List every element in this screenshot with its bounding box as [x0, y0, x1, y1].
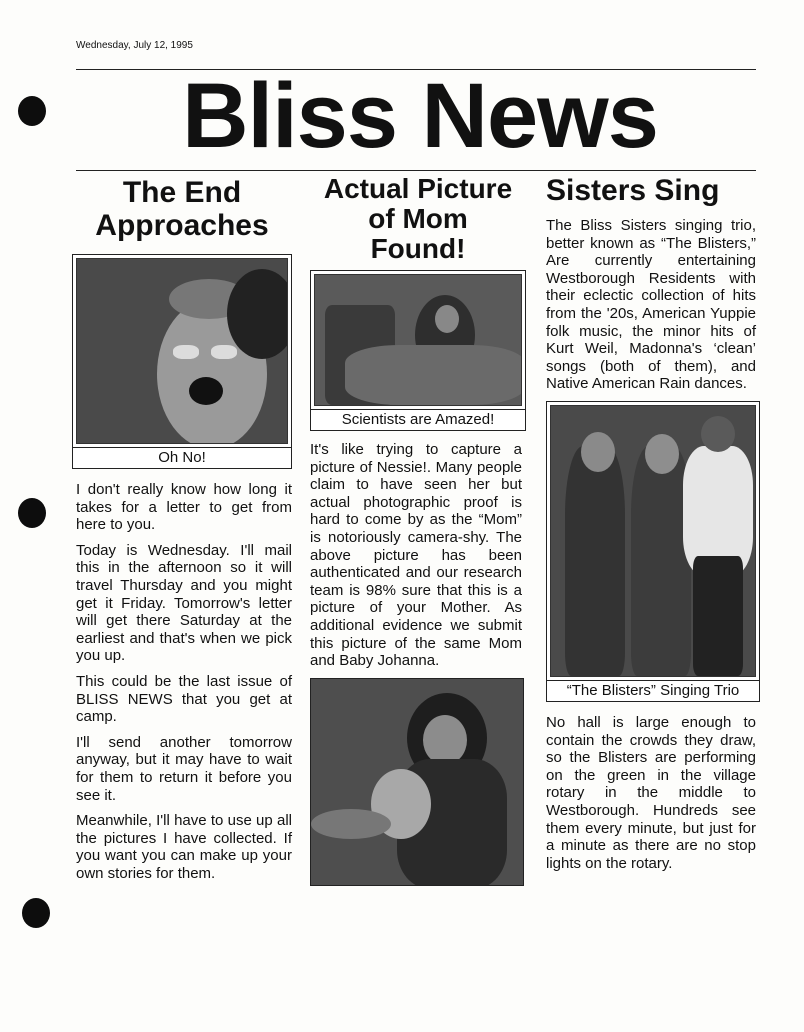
masthead-title: Bliss News	[182, 65, 658, 167]
headline-line: of Mom	[368, 203, 468, 234]
punch-hole-middle	[18, 498, 46, 528]
singing-trio-photo	[550, 405, 756, 677]
paragraph: Meanwhile, I'll have to use up all the pictures I have collected. If you want you can make up your own stories for them.	[76, 812, 292, 882]
paragraph: It's like trying to capture a picture of Nessie!. Many people claim to have seen her but actual photographic proof is hard to come by as the “Mom” is notoriously camera-shy. The above picture has been authenticated and our research team is 98% sure that this is a picture of your Mother. As additional evidence we submit this picture of the same Mom and Baby Johanna.	[310, 441, 522, 670]
headline-line: Found!	[370, 233, 466, 264]
punch-hole-bottom	[22, 898, 50, 928]
article-sisters-sing-body-2	[546, 714, 756, 872]
headline-end-approaches	[72, 176, 292, 242]
caption-oh-no: Oh No!	[73, 447, 291, 468]
headline-line: Actual Picture	[323, 173, 513, 204]
column-sisters-sing	[546, 174, 760, 880]
headline-picture-of-mom	[310, 174, 526, 264]
headline-line: The End	[122, 176, 242, 209]
paragraph: I'll send another tomorrow anyway, but it may have to wait for them to return it before you see it.	[76, 733, 292, 804]
column-picture-of-mom	[310, 174, 526, 886]
headline-line: Approaches	[95, 209, 269, 242]
article-sisters-sing-body	[546, 217, 756, 393]
paragraph: I don't really know how long it takes for a letter to get from here to you.	[76, 481, 292, 534]
figure-oh-no	[72, 254, 292, 469]
blurry-mom-photo	[314, 274, 522, 406]
article-picture-of-mom-body	[310, 441, 522, 670]
paragraph: This could be the last issue of BLISS NEWS that you get at camp.	[76, 672, 292, 726]
mom-and-baby-photo	[310, 678, 524, 886]
headline-sisters-sing: Sisters Sing	[546, 174, 720, 207]
figure-mom-and-baby	[310, 678, 524, 886]
issue-date: Wednesday, July 12, 1995	[76, 40, 193, 51]
caption-scientists-amazed: Scientists are Amazed!	[311, 409, 525, 430]
masthead-rule	[76, 170, 756, 171]
article-end-approaches-body	[76, 481, 292, 882]
punch-hole-top	[18, 96, 46, 126]
column-end-approaches	[72, 174, 292, 890]
figure-scientists-amazed	[310, 270, 526, 431]
figure-blisters-trio	[546, 401, 760, 702]
caption-blisters-trio: “The Blisters” Singing Trio	[547, 680, 759, 701]
paragraph: The Bliss Sisters singing trio, better known as “The Blisters,” Are currently entertaining Westborough Residents with their eclectic collection of hits from the '20s, American Yuppie folk music, the minor hits of Kurt Weil, Madonna's ‘clean’ songs (both of them), and Native American Rain dances.	[546, 217, 756, 393]
paragraph: Today is Wednesday. I'll mail this in the afternoon so it will travel Thursday and you might get it Friday. Tomorrow's letter will get there Saturday at the earliest and that's when we pick you up.	[76, 541, 292, 665]
yawning-man-photo	[76, 258, 288, 444]
paragraph: No hall is large enough to contain the crowds they draw, so the Blisters are performing on the green in the village rotary in the middle to Westborough. Hundreds see them every minute, but just for a minute as there are no stop lights on the rotary.	[546, 713, 756, 872]
